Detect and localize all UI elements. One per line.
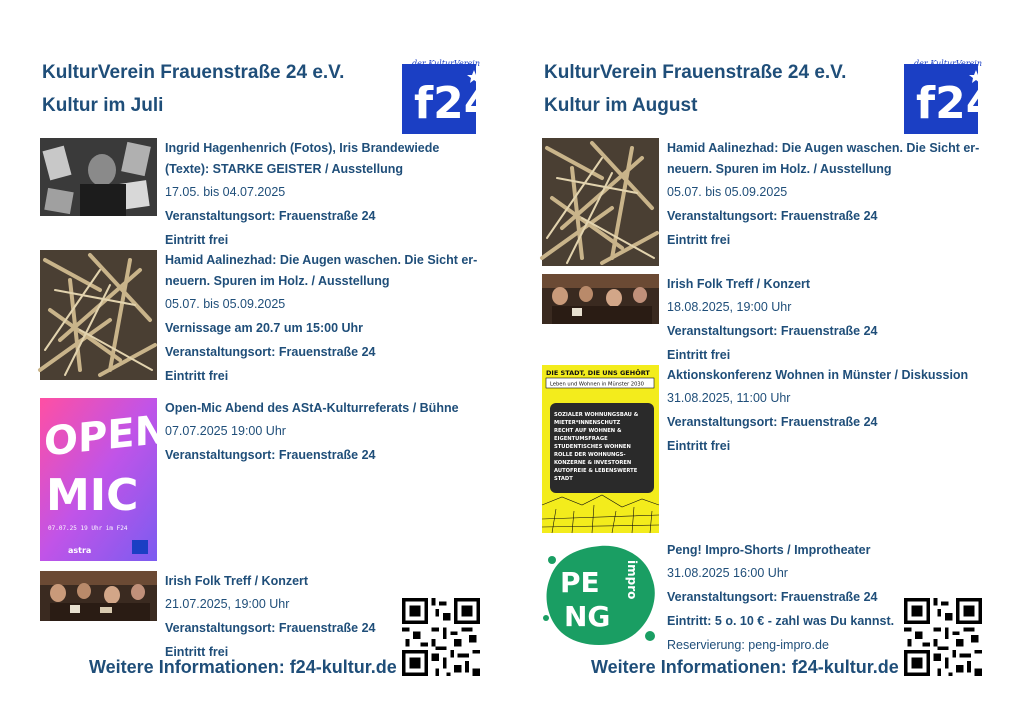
event-title: Open-Mic Abend des AStA-Kulturreferats / Bühne xyxy=(165,401,459,415)
page-subtitle: Kultur im August xyxy=(544,95,698,116)
event-reservation[interactable]: Reservierung: peng-impro.de xyxy=(667,638,829,652)
event-title: Aktionskonferenz Wohnen in Münster / Diskussion xyxy=(667,368,969,382)
event-entry: Eintritt frei xyxy=(165,645,229,659)
event-entry: Eintritt frei xyxy=(165,233,229,247)
svg-text:KONZERNE & INVESTOREN: KONZERNE & INVESTOREN xyxy=(554,460,632,466)
event-date: 07.07.2025 19:00 Uhr xyxy=(165,424,286,438)
event-hamid-aalinezhad xyxy=(165,250,485,388)
left-page xyxy=(0,0,500,724)
event-photo-starke-geister xyxy=(40,138,157,216)
logo-arc-text: der KulturVerein xyxy=(914,59,982,68)
peng-text-ng: NG xyxy=(564,600,611,633)
event-photo-wood-art xyxy=(40,250,157,380)
event-date: 21.07.2025, 19:00 Uhr xyxy=(165,597,290,611)
poster-brand: astra xyxy=(68,546,92,555)
event-entry: Eintritt frei xyxy=(165,369,229,383)
right-page xyxy=(502,0,1002,724)
poster-small-text: 07.07.25 19 Uhr im F24 xyxy=(48,525,128,532)
svg-text:MIETER*INNENSCHUTZ: MIETER*INNENSCHUTZ xyxy=(554,420,621,426)
f24-logo xyxy=(400,56,495,134)
event-photo-wood-art xyxy=(542,138,659,266)
event-entry: Eintritt frei xyxy=(667,439,731,453)
poster-sub: Leben und Wohnen in Münster 2030 xyxy=(550,381,644,388)
event-title: Irish Folk Treff / Konzert xyxy=(667,277,811,291)
svg-text:RECHT AUF WOHNEN &: RECHT AUF WOHNEN & xyxy=(554,428,622,434)
event-place: Veranstaltungsort: Frauenstraße 24 xyxy=(165,345,376,359)
event-date: 18.08.2025, 19:00 Uhr xyxy=(667,300,792,314)
event-place: Veranstaltungsort: Frauenstraße 24 xyxy=(667,590,878,604)
logo-mark: f24 xyxy=(414,78,495,129)
event-date: 31.08.2025 16:00 Uhr xyxy=(667,566,788,580)
event-title: Peng! Impro-Shorts / Improtheater xyxy=(667,543,871,557)
event-date: 17.05. bis 04.07.2025 xyxy=(165,185,286,199)
event-title: Ingrid Hagenhenrich (Fotos), Iris Brandewiede (Texte): STARKE GEISTER / Ausstellung xyxy=(165,141,440,176)
event-date: 31.08.2025, 11:00 Uhr xyxy=(667,391,791,405)
event-hamid-aalinezhad xyxy=(667,138,987,252)
peng-text-pe: PE xyxy=(560,566,600,599)
event-date: 05.07. bis 05.09.2025 xyxy=(165,297,286,311)
f24-logo xyxy=(902,56,997,134)
qr-code[interactable] xyxy=(904,598,982,676)
event-place: Veranstaltungsort: Frauenstraße 24 xyxy=(165,621,376,635)
poster-mic-text: MIC xyxy=(46,470,139,521)
event-title: Irish Folk Treff / Konzert xyxy=(165,574,309,588)
event-aktionskonferenz xyxy=(667,365,987,458)
logo-mark: f24 xyxy=(916,78,997,129)
event-entry: Eintritt: 5 o. 10 € - zahl was Du kannst. xyxy=(667,614,895,628)
svg-text:EIGENTUMSFRAGE: EIGENTUMSFRAGE xyxy=(554,436,608,442)
peng-impro-logo xyxy=(542,540,659,650)
event-starke-geister xyxy=(165,138,485,252)
footer-info-link[interactable]: Weitere Informationen: f24-kultur.de xyxy=(89,657,397,677)
page-title: KulturVerein Frauenstraße 24 e.V. xyxy=(544,62,847,83)
svg-text:SOZIALER WOHNUNGSBAU &: SOZIALER WOHNUNGSBAU & xyxy=(554,412,639,418)
event-photo-irish-folk xyxy=(40,571,157,621)
event-date: 05.07. bis 05.09.2025 xyxy=(667,185,788,199)
event-irish-folk xyxy=(667,274,987,367)
svg-text:STUDENTISCHES WOHNEN: STUDENTISCHES WOHNEN xyxy=(554,444,631,450)
event-place: Veranstaltungsort: Frauenstraße 24 xyxy=(165,448,376,462)
event-vernissage: Vernissage am 20.7 um 15:00 Uhr xyxy=(165,321,364,335)
event-entry: Eintritt frei xyxy=(667,348,731,362)
footer-info-link[interactable]: Weitere Informationen: f24-kultur.de xyxy=(591,657,899,677)
poster-open-text: OPEN xyxy=(44,406,169,466)
svg-text:STADT: STADT xyxy=(554,476,573,482)
event-photo-irish-folk xyxy=(542,274,659,324)
event-title: Hamid Aalinezhad: Die Augen waschen. Die Sicht er-neuern. Spuren im Holz. / Ausstellung xyxy=(165,253,478,288)
event-place: Veranstaltungsort: Frauenstraße 24 xyxy=(667,209,878,223)
event-place: Veranstaltungsort: Frauenstraße 24 xyxy=(667,324,878,338)
poster-head: DIE STADT, DIE UNS GEHÖRT xyxy=(546,369,650,377)
peng-text-impro: impro xyxy=(625,560,639,600)
event-place: Veranstaltungsort: Frauenstraße 24 xyxy=(165,209,376,223)
event-title: Hamid Aalinezhad: Die Augen waschen. Die Sicht er-neuern. Spuren im Holz. / Ausstellung xyxy=(667,141,980,176)
page-title: KulturVerein Frauenstraße 24 e.V. xyxy=(42,62,345,83)
event-poster-open-mic xyxy=(40,398,169,561)
event-poster-stadt xyxy=(542,365,659,533)
event-open-mic xyxy=(165,398,485,467)
event-place: Veranstaltungsort: Frauenstraße 24 xyxy=(667,415,878,429)
svg-text:AUTOFREIE & LEBENSWERTE: AUTOFREIE & LEBENSWERTE xyxy=(554,468,638,474)
logo-arc-text: der KulturVerein xyxy=(412,59,480,68)
qr-code[interactable] xyxy=(402,598,480,676)
event-entry: Eintritt frei xyxy=(667,233,731,247)
page-subtitle: Kultur im Juli xyxy=(42,95,164,116)
svg-text:ROLLE DER WOHNUNGS-: ROLLE DER WOHNUNGS- xyxy=(554,452,626,458)
